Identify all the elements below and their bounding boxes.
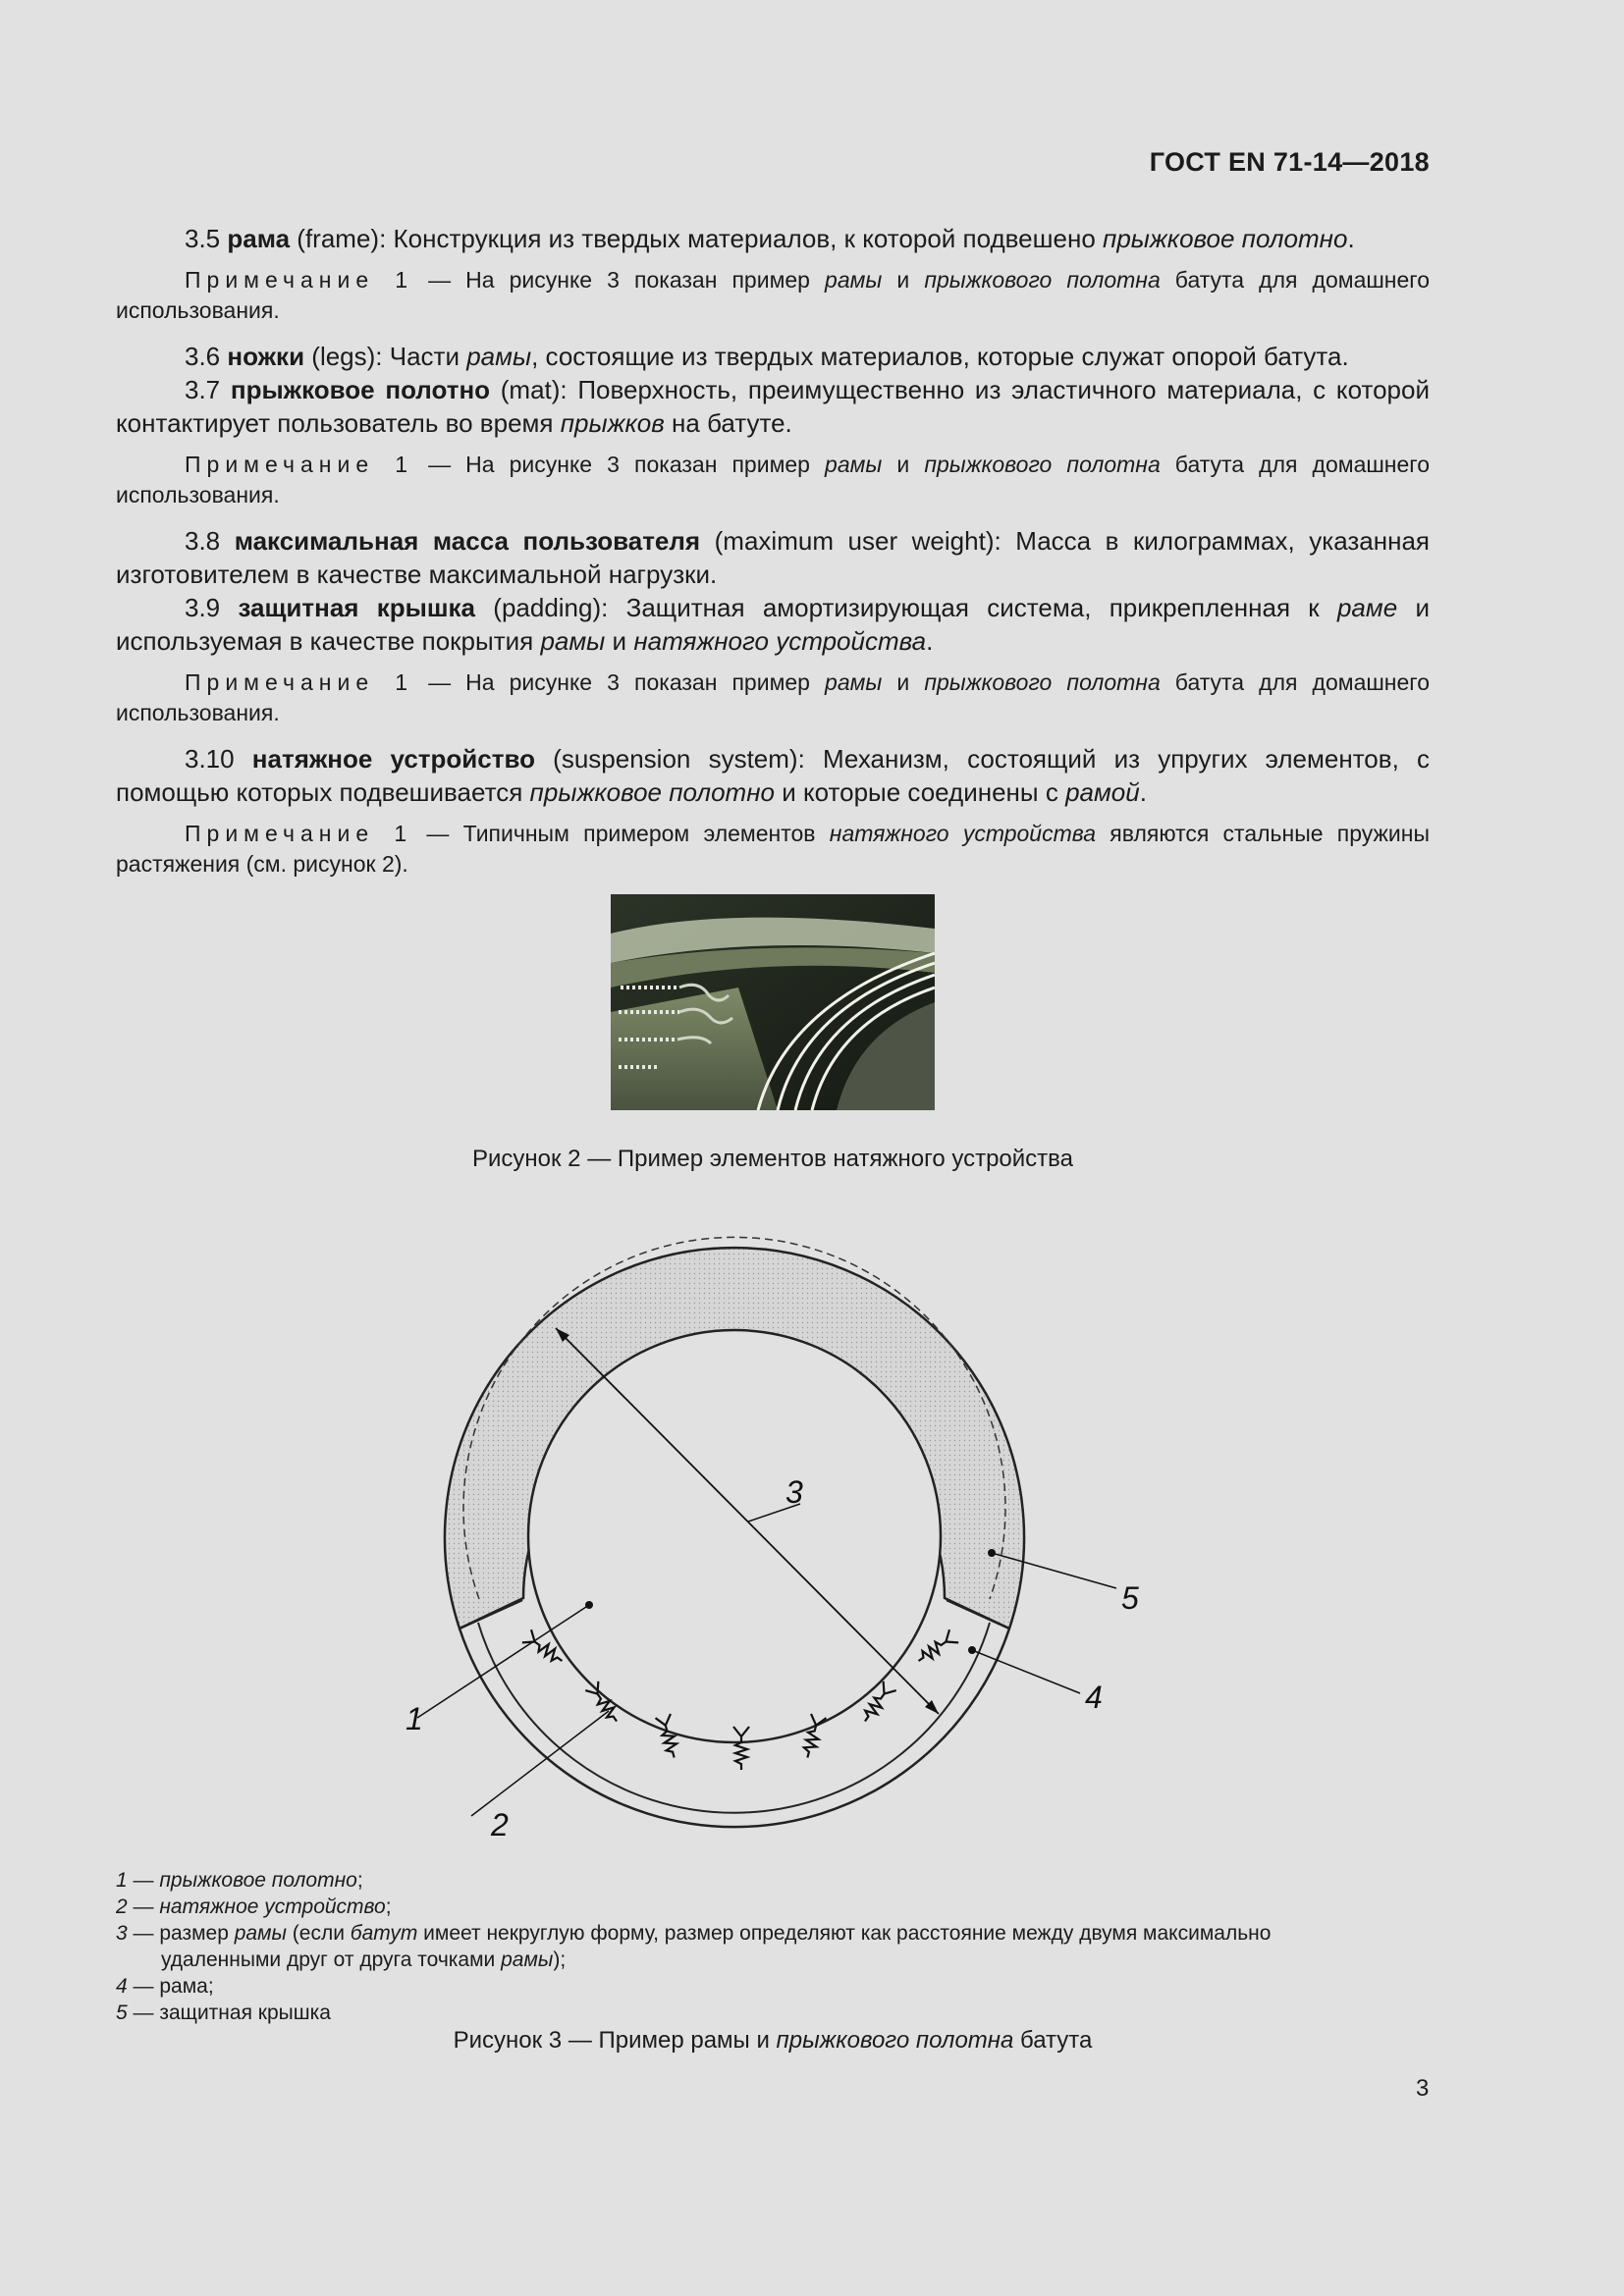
callout-1: 1 xyxy=(406,1701,423,1736)
page-number: 3 xyxy=(1416,2075,1430,2102)
term-3-6: 3.6 ножки (legs): Части рамы, состоящие из твердых материалов, которые служат опорой батута. xyxy=(185,342,1349,371)
leader-1-dot xyxy=(585,1601,593,1609)
leader-4-dot xyxy=(968,1646,976,1654)
legend-item-2: 2 — натяжное устройство; xyxy=(116,1896,392,1918)
legend-item-1: 1 — прыжковое полотно; xyxy=(116,1869,363,1892)
figure-2-caption: Рисунок 2 — Пример элементов натяжного устройства xyxy=(472,1146,1073,1172)
leader-1 xyxy=(417,1605,589,1718)
trampoline-frame-diagram xyxy=(373,1202,1159,1870)
note-3-10: Примечание 1 — Типичным примером элементов натяжного устройства являются стальные пружины растяжения (см. рисунок 2). xyxy=(116,821,1431,877)
figure-3-legend xyxy=(116,1867,1392,2026)
legend-item-4: 4 — рама; xyxy=(116,1975,214,1998)
legend-item-3: 3 — размер рамы (если батут имеет некруглую форму, размер определяют как расстояние между двумя максимально xyxy=(116,1922,1272,1945)
spring xyxy=(914,1629,958,1667)
mat-circle xyxy=(528,1330,941,1742)
suspension-springs-photo xyxy=(611,894,935,1110)
legend-item-3-continued: удаленными друг от друга точками рамы); xyxy=(161,1949,567,1971)
suspension-springs-illustration xyxy=(611,894,935,1110)
term-3-5: 3.5 рама (frame): Конструкция из твердых материалов, к которой подвешено прыжковое полотно. xyxy=(185,224,1355,253)
figure-3-caption: Рисунок 3 — Пример рамы и прыжкового полотна батута xyxy=(453,2027,1093,2054)
definitions-section xyxy=(116,222,1430,893)
term-3-9: 3.9 защитная крышка (padding): Защитная амортизирующая система, прикрепленная к раме и используемая в качестве покрытия рамы и натяжного устройства. xyxy=(116,593,1430,656)
note-3-9: Примечание 1 — На рисунке 3 показан пример рамы и прыжкового полотна батута для домашнего использования. xyxy=(116,669,1430,725)
callout-3: 3 xyxy=(785,1474,803,1510)
callout-5: 5 xyxy=(1121,1580,1139,1616)
leader-5-dot xyxy=(988,1549,996,1557)
term-3-10: 3.10 натяжное устройство (suspension system): Механизм, состоящий из упругих элементов, с помощью которых подвешивается прыжковое полотно и которые соединены с рамой. xyxy=(116,744,1430,807)
term-3-8: 3.8 максимальная масса пользователя (maximum user weight): Масса в килограммах, указанная изготовителем в качестве максимальной нагрузки. xyxy=(116,526,1430,589)
note-3-5: Примечание 1 — На рисунке 3 показан пример рамы и прыжкового полотна батута для домашнего использования. xyxy=(116,267,1430,323)
leader-2 xyxy=(471,1711,609,1816)
leader-4 xyxy=(972,1650,1080,1693)
note-3-7: Примечание 1 — На рисунке 3 показан пример рамы и прыжкового полотна батута для домашнего использования. xyxy=(116,452,1430,507)
document-id-header: ГОСТ EN 71-14—2018 xyxy=(1149,147,1430,177)
legend-item-5: 5 — защитная крышка xyxy=(116,2002,331,2024)
callout-2: 2 xyxy=(491,1807,509,1842)
term-3-7: 3.7 прыжковое полотно (mat): Поверхность, преимущественно из эластичного материала, с которой контактирует пользователь во время прыжков на батуте. xyxy=(116,375,1430,438)
callout-4: 4 xyxy=(1085,1680,1103,1715)
